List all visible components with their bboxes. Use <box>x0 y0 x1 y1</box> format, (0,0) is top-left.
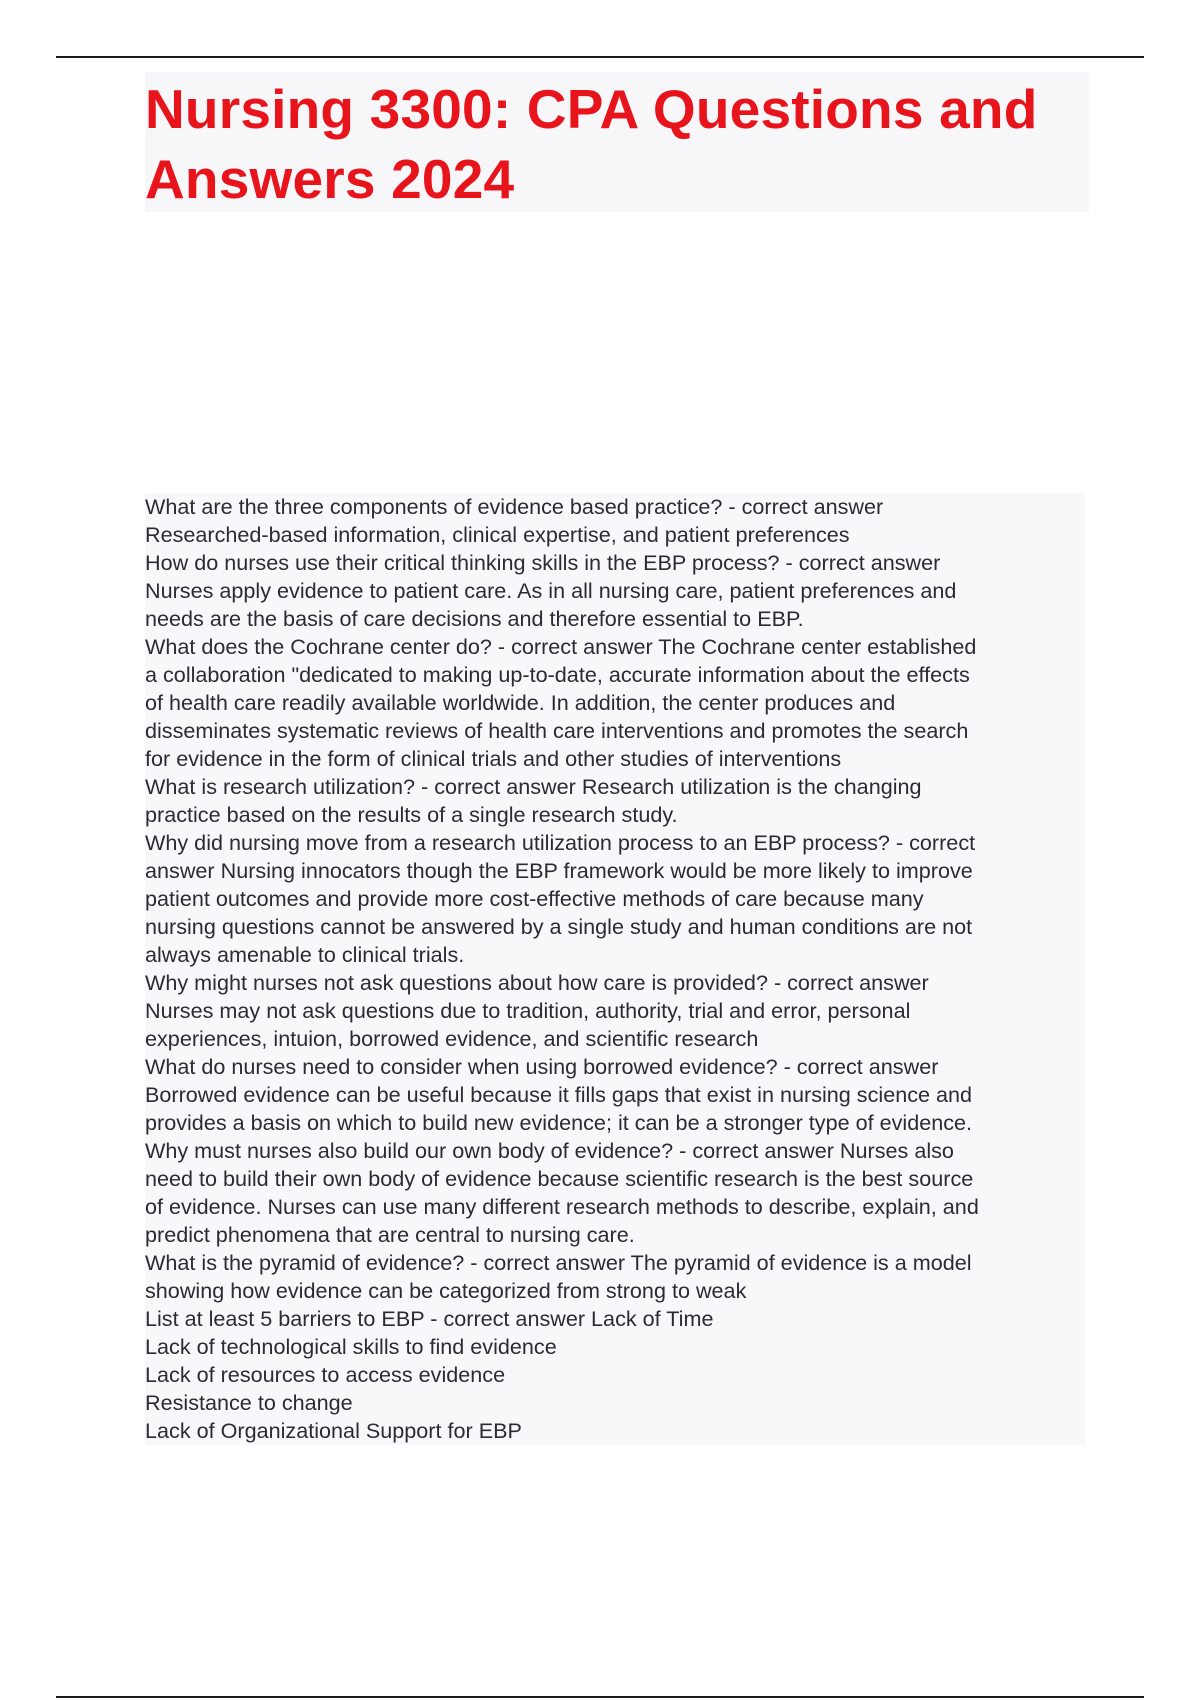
text-line: List at least 5 barriers to EBP - correct answer Lack of Time <box>145 1306 714 1331</box>
text-line: disseminates systematic reviews of health care interventions and promotes the search <box>145 718 969 743</box>
text-line: Lack of Organizational Support for EBP <box>145 1418 522 1443</box>
title-line: Answers 2024 <box>145 148 515 210</box>
text-line: of evidence. Nurses can use many different research methods to describe, explain, and <box>145 1194 979 1219</box>
text-line: always amenable to clinical trials. <box>145 942 465 967</box>
text-line: What are the three components of evidence based practice? - correct answer <box>145 494 884 519</box>
text-line: for evidence in the form of clinical trials and other studies of interventions <box>145 746 842 771</box>
text-line: a collaboration "dedicated to making up-to-date, accurate information about the effects <box>145 662 970 687</box>
title-line: Nursing 3300: CPA Questions and <box>145 78 1038 140</box>
text-line: showing how evidence can be categorized from strong to weak <box>145 1278 747 1303</box>
text-line: patient outcomes and provide more cost-effective methods of care because many <box>145 886 924 911</box>
text-line: Why might nurses not ask questions about how care is provided? - correct answer <box>145 970 929 995</box>
text-line: Why must nurses also build our own body of evidence? - correct answer Nurses also <box>145 1138 954 1163</box>
text-line: What does the Cochrane center do? - correct answer The Cochrane center established <box>145 634 977 659</box>
text-line: Nurses may not ask questions due to tradition, authority, trial and error, personal <box>145 998 911 1023</box>
text-line: needs are the basis of care decisions and therefore essential to EBP. <box>145 606 804 631</box>
document-title <box>145 72 1089 214</box>
text-line: Nurses apply evidence to patient care. As in all nursing care, patient preferences and <box>145 578 957 603</box>
text-line: nursing questions cannot be answered by a single study and human conditions are not <box>145 914 973 939</box>
text-line: of health care readily available worldwide. In addition, the center produces and <box>145 690 896 715</box>
text-line: predict phenomena that are central to nursing care. <box>145 1222 635 1247</box>
text-line: Lack of resources to access evidence <box>145 1362 506 1387</box>
top-rule <box>56 56 1144 58</box>
text-line: What is the pyramid of evidence? - correct answer The pyramid of evidence is a model <box>145 1250 972 1275</box>
text-line: experiences, intuion, borrowed evidence, and scientific research <box>145 1026 759 1051</box>
text-line: practice based on the results of a single research study. <box>145 802 678 827</box>
text-line: Resistance to change <box>145 1390 353 1415</box>
text-line: What is research utilization? - correct answer Research utilization is the changing <box>145 774 922 799</box>
text-line: What do nurses need to consider when using borrowed evidence? - correct answer <box>145 1054 939 1079</box>
qa-text <box>145 493 1085 1445</box>
title-block <box>145 72 1089 212</box>
bottom-rule <box>56 1696 1144 1698</box>
text-line: answer Nursing innocators though the EBP framework would be more likely to improve <box>145 858 973 883</box>
text-line: How do nurses use their critical thinking skills in the EBP process? - correct answer <box>145 550 941 575</box>
text-line: Lack of technological skills to find evidence <box>145 1334 557 1359</box>
text-line: need to build their own body of evidence because scientific research is the best source <box>145 1166 974 1191</box>
text-line: provides a basis on which to build new evidence; it can be a stronger type of evidence. <box>145 1110 973 1135</box>
qa-content <box>145 493 1085 1445</box>
text-line: Borrowed evidence can be useful because it fills gaps that exist in nursing science and <box>145 1082 973 1107</box>
text-line: Researched-based information, clinical expertise, and patient preferences <box>145 522 850 547</box>
text-line: Why did nursing move from a research utilization process to an EBP process? - correct <box>145 830 976 855</box>
